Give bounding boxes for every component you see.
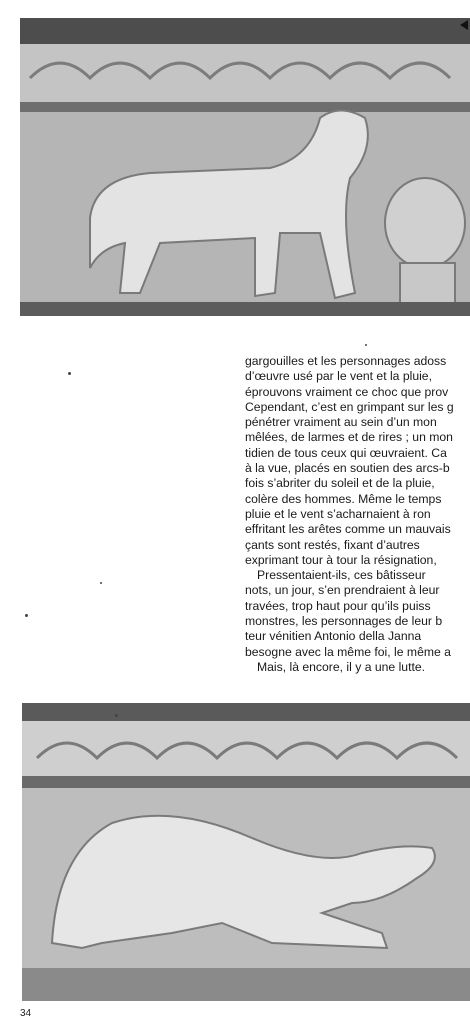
text-line: besogne avec la même foi, le même a bbox=[245, 644, 451, 659]
text-line: Pressentaient-ils, ces bâtisseur bbox=[257, 568, 426, 583]
text-line: nots, un jour, s’en prendraient à leur bbox=[245, 583, 440, 598]
print-speck bbox=[365, 344, 367, 346]
text-line: Mais, là encore, il y a une lutte. bbox=[257, 659, 426, 674]
print-speck bbox=[100, 582, 102, 584]
text-line: colère des hommes. Même le temps bbox=[245, 491, 442, 506]
print-speck bbox=[68, 372, 71, 375]
text-line: mêlées, de larmes et de rires ; un mon bbox=[245, 430, 453, 445]
text-line: éprouvons vraiment ce choc que prov bbox=[245, 384, 449, 399]
panther-relief-icon bbox=[20, 18, 470, 316]
text-line: Cependant, c’est en grimpant sur les g bbox=[245, 399, 454, 414]
text-line: fois s’abriter du soleil et de la pluie, bbox=[245, 476, 435, 491]
article-text-column bbox=[245, 354, 470, 694]
text-line: pénétrer vraiment au sein d’un mon bbox=[245, 415, 437, 430]
page-number: 34 bbox=[20, 1008, 32, 1019]
text-line: travées, trop haut pour qu’ils puiss bbox=[245, 598, 431, 613]
text-line: çants sont restés, fixant d’autres bbox=[245, 537, 420, 552]
text-line: effritant les arêtes comme un mauvais bbox=[245, 522, 451, 537]
text-line: monstres, les personnages de leur b bbox=[245, 614, 443, 629]
text-line: à la vue, placés en soutien des arcs-b bbox=[245, 461, 450, 476]
text-line: d’œuvre usé par le vent et la pluie, bbox=[245, 369, 432, 384]
text-line: teur vénitien Antonio della Janna bbox=[245, 629, 422, 644]
text-line: pluie et le vent s’acharnaient à ron bbox=[245, 506, 431, 521]
text-line: exprimant tour à tour la résignation, bbox=[245, 552, 437, 567]
dog-relief-icon bbox=[22, 703, 470, 1001]
panther-relief-photo bbox=[20, 18, 470, 316]
text-line: gargouilles et les personnages adoss bbox=[245, 354, 447, 368]
page-marker-arrow-icon bbox=[460, 20, 468, 30]
print-speck bbox=[25, 614, 28, 617]
dog-relief-photo bbox=[22, 703, 470, 1001]
text-line: tidien de tous ceux qui œuvraient. Ca bbox=[245, 445, 447, 460]
print-speck bbox=[115, 714, 118, 717]
